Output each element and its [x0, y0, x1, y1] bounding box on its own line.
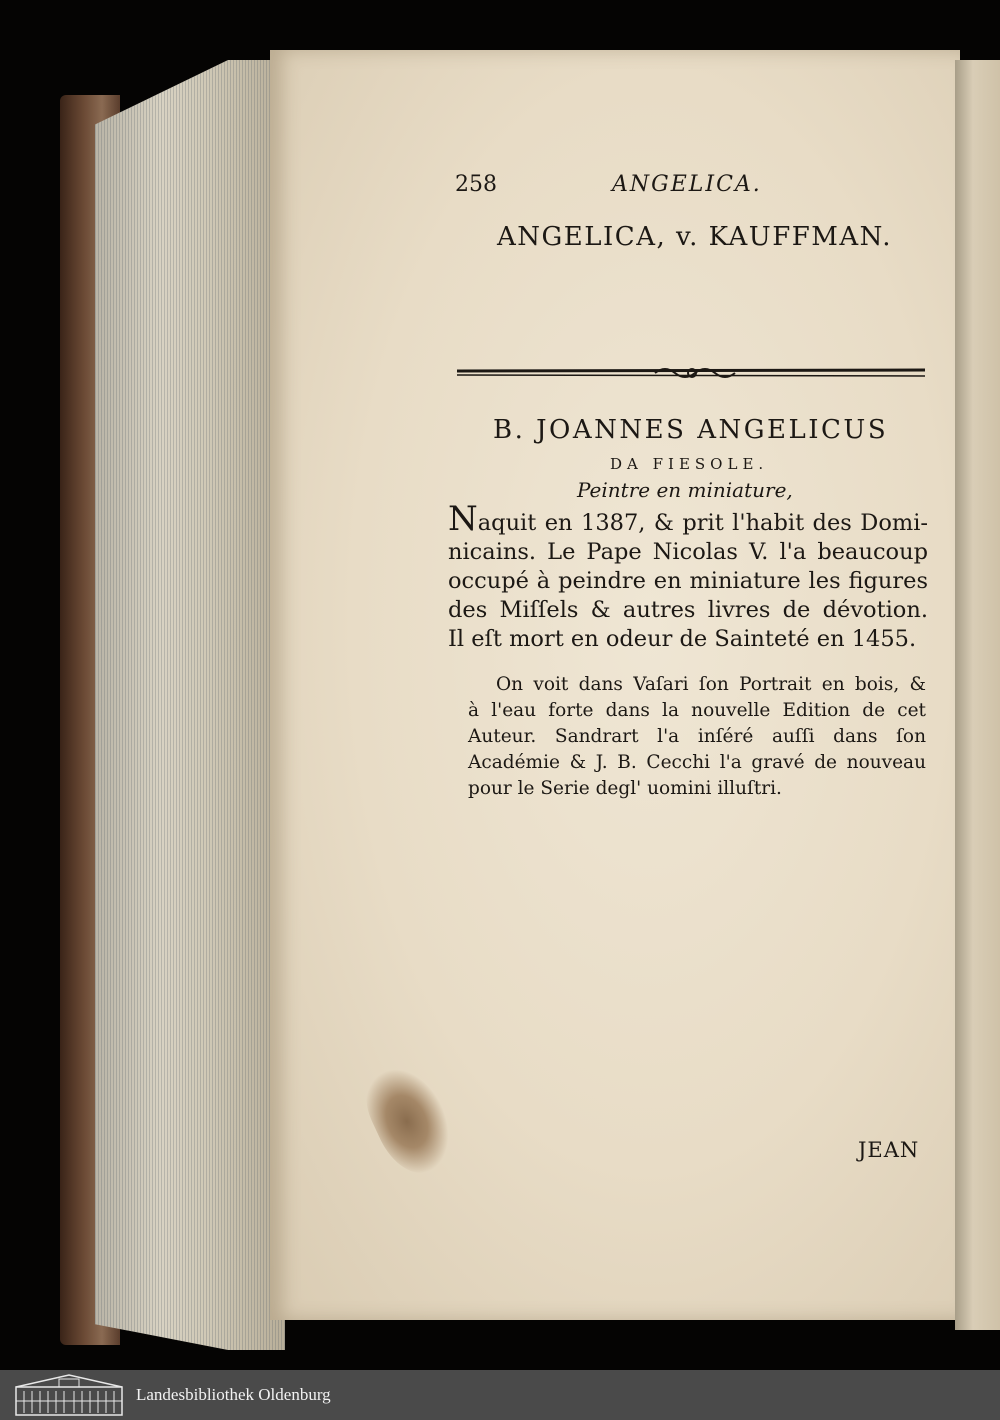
text-line: à l'eau forte dans la nouvelle Edition de cet: [468, 700, 926, 721]
library-building-icon: [14, 1373, 124, 1417]
text-line: pour le Serie degl' uomini illuſtri.: [468, 778, 782, 799]
entry-heading: B. JOANNES ANGELICUS: [493, 415, 889, 445]
entry-role: Peintre en miniature,: [577, 478, 793, 502]
text-line: Il eſt mort en odeur de Sainteté en 1455.: [448, 626, 917, 652]
text-line: Académie & J. B. Cecchi l'a gravé de nouveau: [468, 752, 926, 773]
text-line: des Miſſels & autres livres de dévotion.: [448, 597, 928, 623]
biography-paragraph: [448, 499, 928, 654]
footer-bar: [0, 1370, 1000, 1420]
library-name: Landesbibliothek Oldenburg: [136, 1385, 331, 1404]
catchword: JEAN: [858, 1138, 920, 1162]
page-number: 258: [455, 172, 497, 197]
text-line: Naquit en 1387, & prit l'habit des Domi-: [448, 499, 928, 539]
running-title: ANGELICA.: [612, 172, 762, 197]
drop-capital: N: [448, 499, 478, 539]
page-edges: [95, 60, 285, 1350]
facing-page-edge: [955, 60, 1000, 1330]
text-line: Auteur. Sandrart l'a inſéré auſſi dans ſon: [468, 726, 926, 747]
portrait-note-paragraph: [468, 672, 926, 802]
text-line: occupé à peindre en miniature les figures: [448, 568, 928, 594]
entry-subheading: DA FIESOLE.: [610, 455, 769, 473]
text-line: nicains. Le Pape Nicolas V. l'a beaucoup: [448, 539, 928, 565]
cross-reference: ANGELICA, v. KAUFFMAN.: [497, 222, 893, 252]
text-line: On voit dans Vaſari ſon Portrait en bois, &: [496, 674, 926, 695]
ornamental-rule: [455, 362, 930, 382]
